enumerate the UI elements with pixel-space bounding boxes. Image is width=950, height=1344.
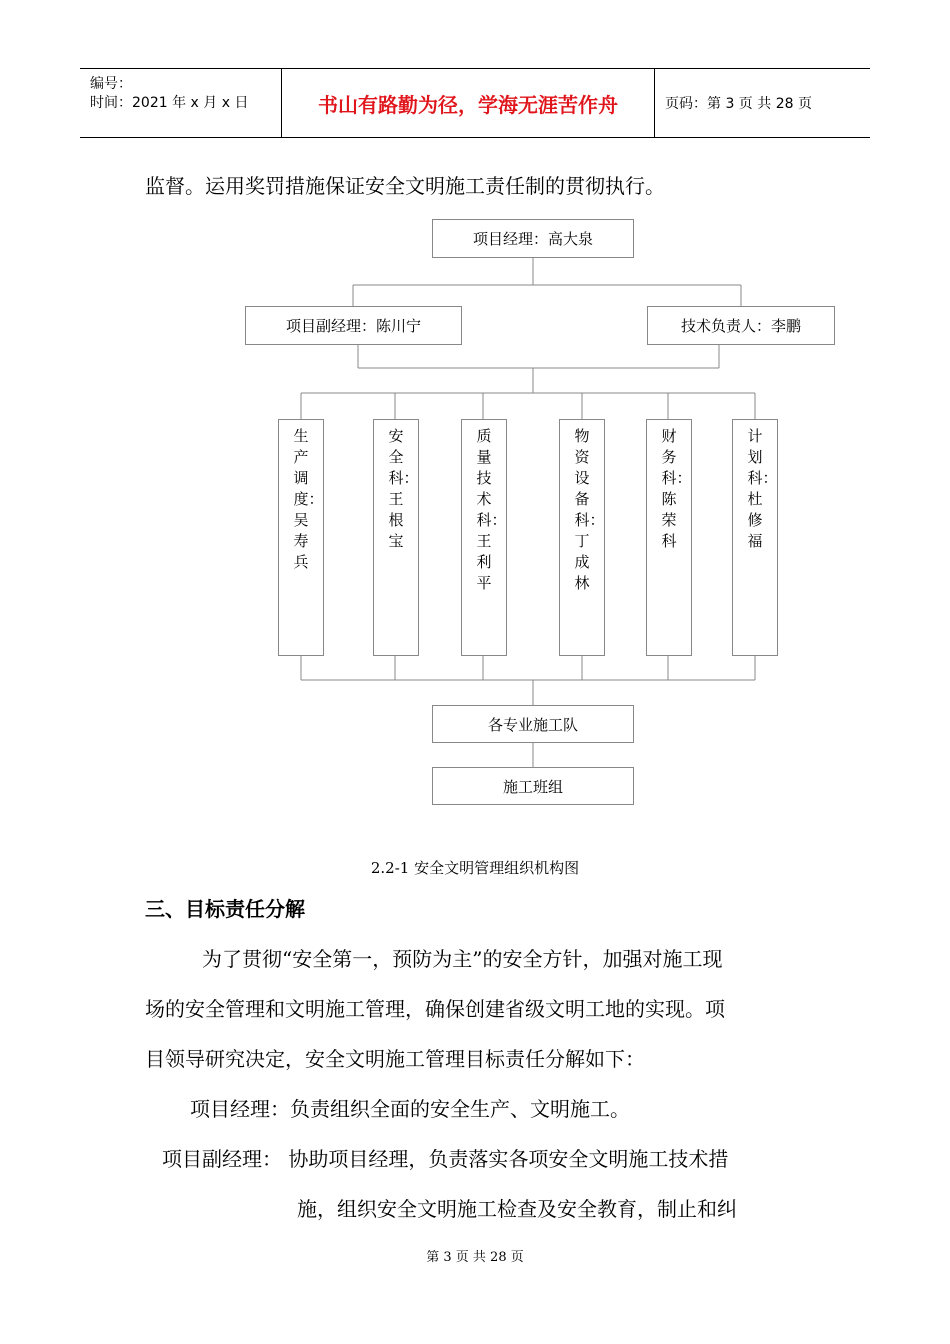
figure-caption: 2.2-1 安全文明管理组织机构图 bbox=[370, 859, 580, 877]
org-dept-safety: 安全科：王根宝 bbox=[373, 419, 419, 656]
paragraph-line: 目领导研究决定，安全文明施工管理目标责任分解如下： bbox=[145, 1047, 645, 1071]
paragraph-line: 为了贯彻“安全第一，预防为主”的安全方针，加强对施工现 bbox=[202, 947, 723, 971]
org-work-groups: 施工班组 bbox=[432, 767, 634, 805]
paragraph-line: 项目副经理： 协助项目经理，负责落实各项安全文明施工技术措 bbox=[162, 1147, 729, 1171]
org-dept-finance: 财务科：陈荣科 bbox=[646, 419, 692, 656]
org-dept-materials: 物资设备科：丁成林 bbox=[559, 419, 605, 656]
paragraph-line: 施，组织安全文明施工检查及安全教育，制止和纠 bbox=[297, 1197, 737, 1221]
header-meta bbox=[80, 69, 282, 137]
org-tech-lead: 技术负责人：李鹏 bbox=[647, 306, 835, 345]
org-dept-quality: 质量技术科：王利平 bbox=[461, 419, 507, 656]
time-label: 时间：2021 年 x 月 x 日 bbox=[90, 95, 249, 111]
number-label: 编号： bbox=[90, 76, 132, 92]
org-construction-teams: 各专业施工队 bbox=[432, 705, 634, 743]
page-footer: 第 3 页 共 28 页 bbox=[426, 1250, 524, 1265]
page-header bbox=[80, 68, 870, 138]
section-title: 三、目标责任分解 bbox=[145, 897, 305, 921]
header-motto: 书山有路勤为径，学海无涯苦作舟 bbox=[282, 69, 655, 137]
org-dept-production: 生产调度：吴寿兵 bbox=[278, 419, 324, 656]
org-deputy-manager: 项目副经理：陈川宁 bbox=[245, 306, 462, 345]
org-dept-planning: 计划科：杜修福 bbox=[732, 419, 778, 656]
paragraph-line: 项目经理：负责组织全面的安全生产、文明施工。 bbox=[190, 1097, 630, 1121]
intro-line: 监督。运用奖罚措施保证安全文明施工责任制的贯彻执行。 bbox=[145, 174, 665, 198]
org-top-manager: 项目经理：高大泉 bbox=[432, 219, 634, 258]
header-page-info: 页码：第 3 页 共 28 页 bbox=[665, 96, 812, 112]
paragraph-line: 场的安全管理和文明施工管理，确保创建省级文明工地的实现。项 bbox=[145, 997, 725, 1021]
